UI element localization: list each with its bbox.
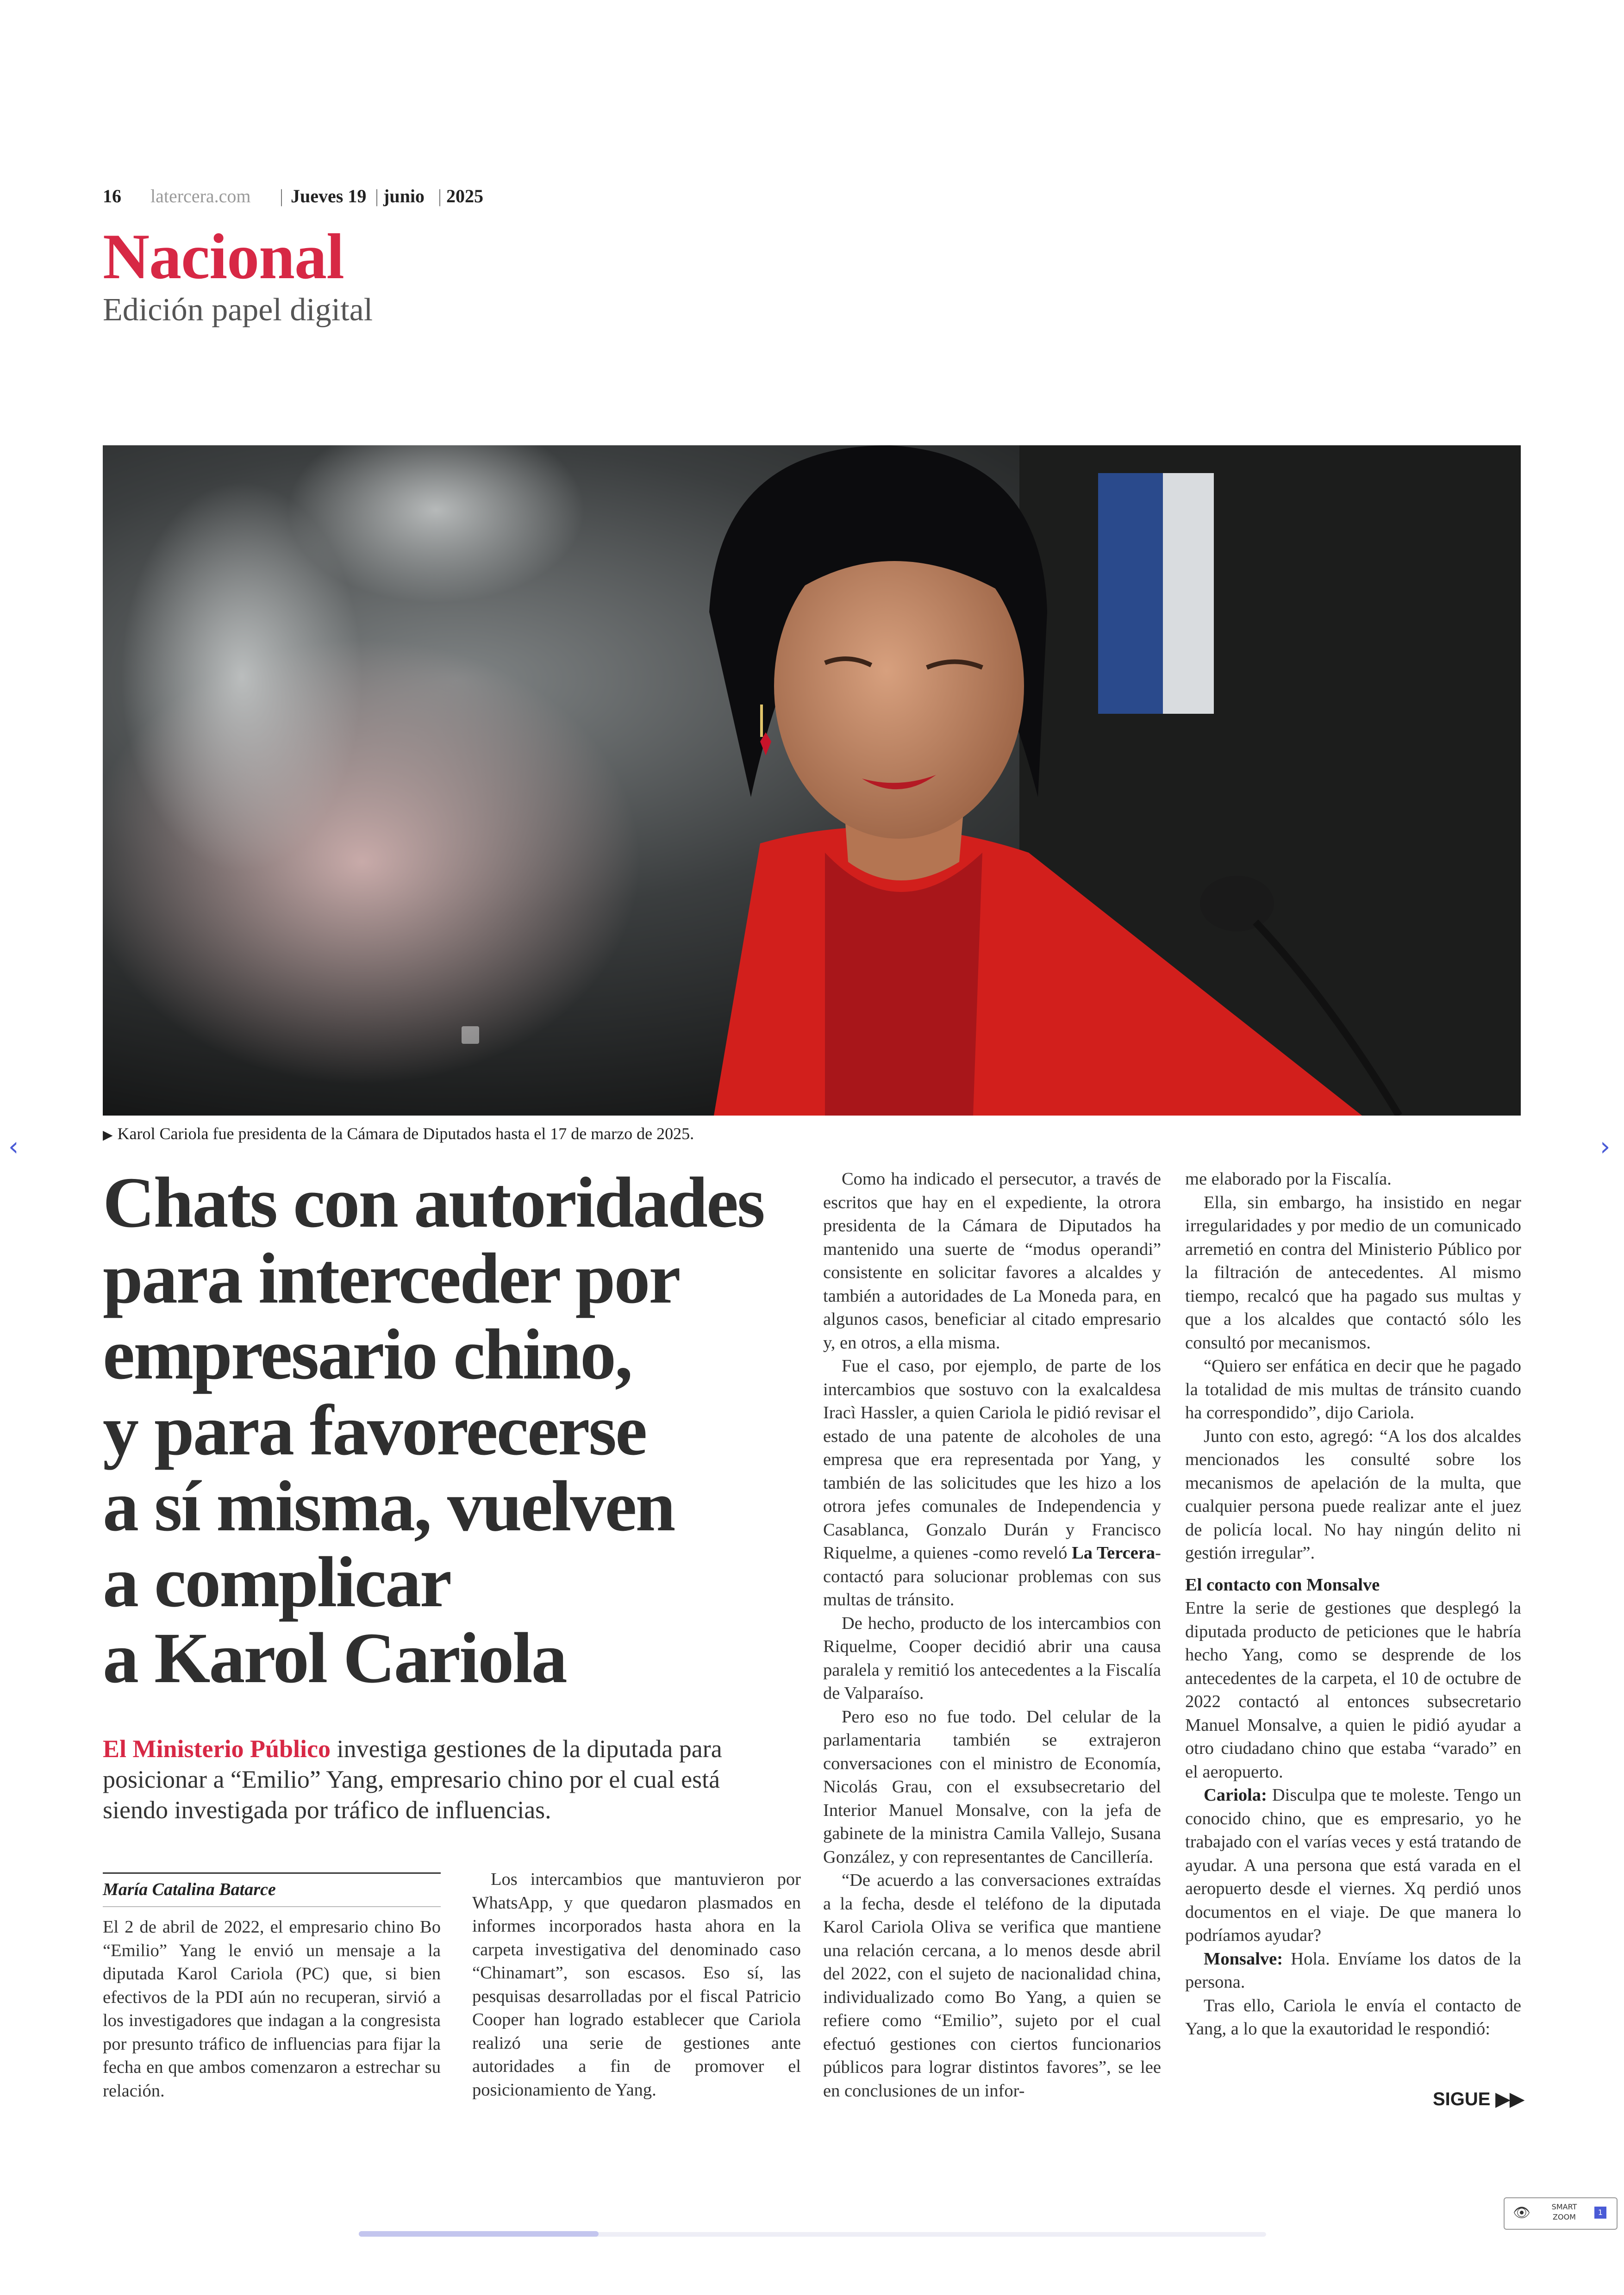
headline-line: a Karol Cariola bbox=[103, 1618, 566, 1698]
byline: María Catalina Batarce bbox=[103, 1880, 276, 1899]
date-year: 2025 bbox=[446, 186, 483, 206]
news-photo bbox=[103, 445, 1521, 1116]
date-day: Jueves 19 bbox=[291, 186, 367, 206]
speaker-label: Cariola: bbox=[1204, 1785, 1267, 1805]
smart-zoom-label: SMART ZOOM bbox=[1551, 2202, 1577, 2221]
date-month: junio bbox=[383, 186, 425, 206]
next-page-icon[interactable]: › bbox=[1600, 1132, 1611, 1162]
header-separator: | bbox=[438, 186, 442, 206]
paragraph: Pero eso no fue todo. Del celular de la parlamentaria también se extrajeron conversaciones con el ministro de Economía, Nicolás Grau, con el exsubsecretario del Interior Manuel Monsalve, con la jefa de gabinete de la ministra Camila Vallejo, Susana González, y con representantes de Cancillería. bbox=[823, 1707, 1161, 1867]
previous-page-icon[interactable]: ‹ bbox=[8, 1132, 19, 1162]
paragraph: Junto con esto, agregó: “A los dos alcaldes mencionados les consulté sobre los mecanismos de apelación de la multa, que cualquier persona puede realizar ante el juez de policía local. No hay ningún delito ni gestión irregular”. bbox=[1185, 1426, 1521, 1563]
paragraph: “De acuerdo a las conversaciones extraídas a la fecha, desde el teléfono de la diputada Karol Cariola Oliva se verifica que mantiene una relación cercana, a lo menos desde abril del 2022, con el sujeto de nacionalidad china, individualizado como Bo Yang, a quien se refiere como “Emilio”, sujeto por el cual efectuó gestiones con ciertos funcionarios públicos para lograr distintos favores”, se lee en conclusiones de un infor- bbox=[823, 1871, 1161, 2101]
headline-line: para interceder por bbox=[103, 1238, 680, 1318]
paragraph: Los intercambios que mantuvieron por WhatsApp, y que quedaron plasmados en informes incorporados hasta ahora en la carpeta investigativa del denominado caso “Chinamart”, son escasos. Eso sí, las pesquisas desarrolladas por el fiscal Patricio Cooper han logrado establecer que Cariola realizó una serie de gestiones ante autoridades a fin de promover el posicionamiento de Yang. bbox=[472, 1870, 801, 2100]
paragraph: El 2 de abril de 2022, el empresario chino Bo “Emilio” Yang le envió un mensaje a la diputada Karol Cariola (PC) que, si bien efectivos de la PDI aún no recuperan, sirvió a los investigadores que indagan a la congresista por presunto tráfico de influencias para fijar la fecha en que ambos comenzaron a estrechar su relación. bbox=[103, 1917, 441, 2101]
subheading: El contacto con Monsalve bbox=[1185, 1575, 1380, 1595]
body-column-2 bbox=[472, 1868, 801, 2102]
byline-rule bbox=[103, 1872, 441, 1874]
paragraph-text: Fue el caso, por ejemplo, de parte de los intercambios que sostuvo con la exalcaldesa Iracì Hassler, a quien Cariola le pidió revisar el estado de una patente de alcoholes de una empresa que era representada por Yang, y también de las solicitudes que les hizo a los otrora jefes comunales de Independencia y Casablanca, Gonzalo Durán y Francisco Riquelme, a quienes -como reveló bbox=[823, 1356, 1161, 1563]
headline-line: a sí misma, vuelven bbox=[103, 1466, 675, 1546]
speaker-label: Monsalve: bbox=[1204, 1949, 1283, 1969]
dialogue-text: Hola. Envíame los datos de la persona. bbox=[1185, 1949, 1521, 1992]
article-deck bbox=[103, 1734, 760, 1825]
paragraph-text: - contactó para solucionar problemas con sus multas de tránsito. bbox=[823, 1543, 1161, 1609]
newspaper-name: La Tercera bbox=[1072, 1543, 1156, 1563]
eye-icon: 👁 bbox=[1513, 2205, 1531, 2221]
paragraph: De hecho, producto de los intercambios con Riquelme, Cooper decidió abrir una causa paralela y remitió los antecedentes a la Fiscalía de Valparaíso. bbox=[823, 1613, 1161, 1703]
body-column-3 bbox=[823, 1167, 1161, 2102]
page-scroll-thumb[interactable] bbox=[359, 2231, 599, 2237]
body-column-1 bbox=[103, 1915, 441, 2102]
paragraph: Entre la serie de gestiones que desplegó la diputada producto de peticiones que le habría hecho Yang, como se desprende de los antecedentes de la carpeta, el 10 de octubre de 2022 contactó al entonces subsecretario Manuel Monsalve, a quien le pidió ayudar a otro ciudadano chino que estaba “varado” en el aeropuerto. bbox=[1185, 1598, 1521, 1782]
dialogue-line bbox=[1185, 1784, 1521, 1947]
body-column-4 bbox=[1185, 1167, 1521, 2041]
header-separator: | bbox=[280, 186, 284, 206]
smart-zoom-button[interactable] bbox=[1504, 2197, 1618, 2230]
headline-line: empresario chino, bbox=[103, 1314, 632, 1394]
deck-text: investiga gestiones de la diputada para posicionar a “Emilio” Yang, empresario chino por el cual está siendo investigada por tráfico de influencias. bbox=[103, 1735, 722, 1824]
headline-line: a complicar bbox=[103, 1542, 451, 1622]
continue-link[interactable]: SIGUE ▶▶ bbox=[1433, 2089, 1524, 2109]
paragraph bbox=[823, 1354, 1161, 1612]
headline-line: Chats con autoridades bbox=[103, 1162, 764, 1242]
caption-arrow-icon: ▶ bbox=[103, 1128, 113, 1142]
deck-lead: El Ministerio Público bbox=[103, 1735, 331, 1763]
page-number: 16 bbox=[103, 186, 121, 206]
section-title: Nacional bbox=[103, 221, 344, 293]
paragraph: “Quiero ser enfática en decir que he pagado la totalidad de mis multas de tránsito cuando ha correspondido”, dijo Cariola. bbox=[1185, 1356, 1521, 1422]
edition-label: Edición papel digital bbox=[103, 292, 373, 328]
photo-caption bbox=[103, 1124, 694, 1143]
dialogue-line bbox=[1185, 1947, 1521, 1994]
headline-line: y para favorecerse bbox=[103, 1390, 646, 1470]
header-separator: | bbox=[375, 186, 379, 206]
paragraph: Ella, sin embargo, ha insistido en negar irregularidades y por medio de un comunicado arremetió en contra del Ministerio Público por la filtración de antecedentes. Al mismo tiempo, recalcó que ha pagado sus multas y que a los alcaldes que contactó sólo les consultó por mecanismos. bbox=[1185, 1192, 1521, 1353]
headline bbox=[103, 1162, 806, 1698]
zoom-badge: 1 bbox=[1594, 2207, 1606, 2219]
paragraph: Como ha indicado el persecutor, a través de escritos que hay en el expediente, la otrora presidenta de la Cámara de Diputados ha mantenido una suerte de “modus operandi” consistente en solicitar favores a alcaldes y también a autoridades de La Moneda para, en algunos casos, beneficiar al citado empresario y, en otros, a ella misma. bbox=[823, 1169, 1161, 1353]
paragraph: me elaborado por la Fiscalía. bbox=[1185, 1169, 1392, 1189]
dialogue-text: Disculpa que te moleste. Tengo un conocido chino, que es empresario, yo he trabajado con el varías veces y está tratando de ayudar. A una persona que está varada en el aeropuerto desde el viernes. Xq perdió unos documentos en el viaje. De que manera lo podríamos ayudar? bbox=[1185, 1785, 1521, 1945]
caption-text: Karol Cariola fue presidenta de la Cámara de Diputados hasta el 17 de marzo de 2025. bbox=[117, 1124, 694, 1143]
paragraph: Tras ello, Cariola le envía el contacto de Yang, a lo que la exautoridad le respondió: bbox=[1185, 1996, 1521, 2039]
site-name[interactable]: latercera.com bbox=[150, 186, 251, 206]
byline-rule bbox=[103, 1906, 441, 1907]
